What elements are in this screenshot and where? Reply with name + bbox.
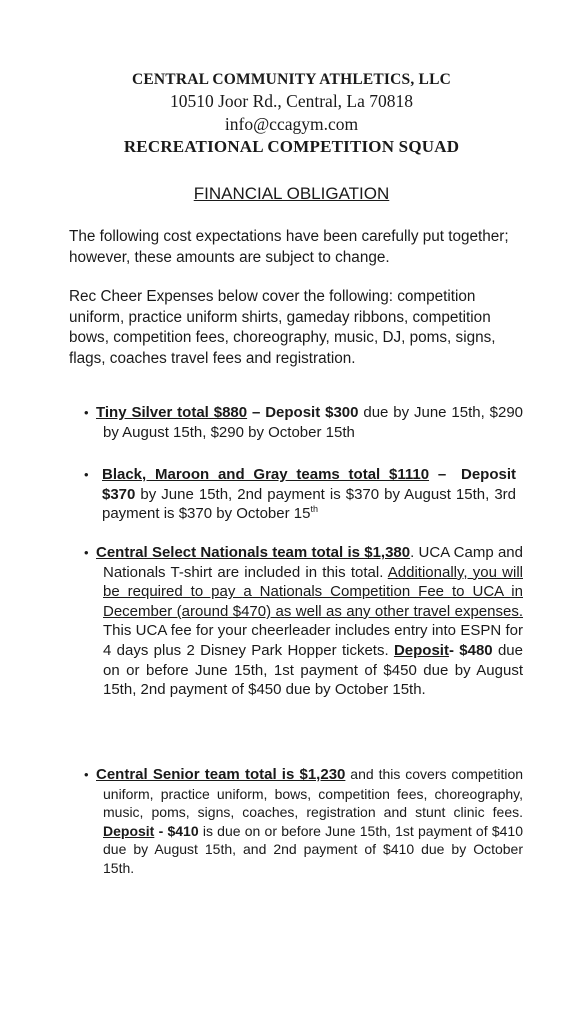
letterhead [0, 70, 583, 158]
bullet: • [84, 405, 89, 420]
company-email: info@ccagym.com [224, 114, 359, 134]
deposit-label: Deposit [103, 822, 155, 839]
deposit: Deposit $370 [102, 466, 516, 503]
expenses-paragraph: Rec Cheer Expenses below cover the following: competition uniform, practice uniform shirts, gameday ribbons, competition bows, competition fees, choreography, music, DJ, poms, signs, flags, coaches travel fees and registration. [69, 288, 496, 367]
company-address: 10510 Joor Rd., Central, La 70818 [169, 91, 414, 111]
payment-schedule: by June 15th, 2nd payment is $370 by August 15th, 3rd payment is $370 by October 15 [102, 485, 516, 523]
fee-item-text [102, 465, 516, 524]
fee-item-text [96, 765, 523, 878]
coverage-details: and this covers competition uniform, practice uniform, bows, competition fees, choreography, music, poms, signs, coaches, registration and stunt clinic fees. [103, 766, 524, 821]
nationals-fee-note: Additionally, you will be required to pay a Nationals Competition Fee to UCA in December (around $470) as well as any other travel expenses. [103, 563, 523, 620]
deposit-label: Deposit [393, 641, 449, 659]
document-title: FINANCIAL OBLIGATION [193, 184, 390, 203]
deposit: – Deposit $300 [247, 404, 359, 421]
payment-schedule: due on or before June 15th, 1st payment of $450 due by August 15th, 2nd payment of $450 due by October 15th. [103, 641, 523, 699]
deposit-amount: - $410 [154, 822, 199, 839]
team-total: Tiny Silver total $880 [96, 404, 248, 421]
intro-paragraph: The following cost expectations have been carefully put together; however, these amounts are subject to change. [69, 228, 509, 266]
bullet: • [84, 767, 89, 782]
uca-fee-details: This UCA fee for your cheerleader includes entry into ESPN for 4 days plus 2 Disney Park Hopper tickets. [103, 622, 523, 659]
payment-schedule: due by June 15th, $290 by August 15th, $290 by October 15th [103, 404, 523, 441]
team-total: Central Select Nationals team total is $1,380 [96, 544, 411, 561]
fee-item-text [96, 403, 523, 442]
superscript: th [310, 504, 318, 515]
payment-schedule: is due on or before June 15th, 1st payment of $410 due by August 15th, and 2nd payment of $410 due by October 15th. [103, 822, 523, 876]
dash: – [429, 466, 447, 483]
company-name: CENTRAL COMMUNITY ATHLETICS, LLC [131, 71, 452, 88]
squad-name: RECREATIONAL COMPETITION SQUAD [123, 137, 460, 156]
included-items: . UCA Camp and Nationals T-shirt are included in this total. [103, 544, 523, 581]
fee-item-text [96, 543, 523, 700]
team-total: Central Senior team total is $1,230 [96, 766, 346, 783]
bullet: • [84, 545, 89, 560]
team-total: Black, Maroon and Gray teams total $1110 [102, 466, 430, 483]
deposit-amount: - $480 [448, 641, 493, 659]
bullet: • [84, 467, 89, 482]
